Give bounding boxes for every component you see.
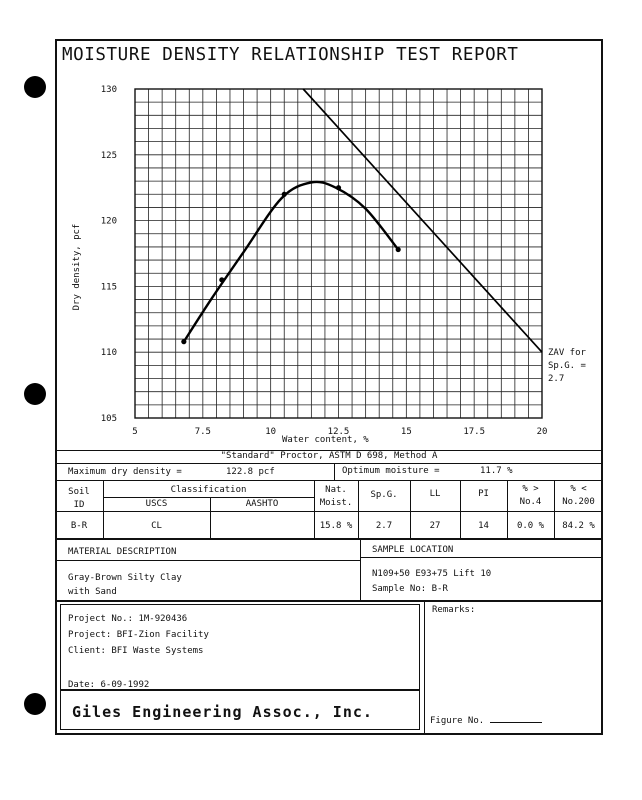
row-pi: 14 [478, 521, 489, 531]
col-uscs: USCS [145, 499, 168, 509]
row-nat-moist: 15.8 % [319, 521, 353, 531]
row-spg: 2.7 [375, 521, 393, 531]
data-point [219, 277, 224, 282]
row-ll: 27 [429, 521, 441, 531]
sample-number: Sample No: B-R [372, 584, 448, 594]
col-aashto: AASHTO [245, 499, 279, 509]
col-soil-id-line2: ID [73, 500, 85, 510]
project-number: Project No.: 1M-920436 [68, 614, 188, 624]
data-point [282, 192, 287, 197]
binder-hole-middle [24, 383, 46, 405]
col-ll: LL [429, 489, 441, 499]
project-name: Project: BFI-Zion Facility [68, 630, 209, 640]
divider [55, 538, 603, 540]
y-tick-label: 105 [100, 414, 117, 424]
x-tick-label: 12.5 [327, 427, 350, 437]
divider [55, 560, 360, 561]
binder-hole-bottom [24, 693, 46, 715]
x-tick-label: 5 [132, 427, 138, 437]
row-no200: 84.2 % [562, 521, 595, 531]
max-dry-density-value: 122.8 pcf [226, 467, 275, 477]
zav-annotation-line-2: Sp.G. = [548, 361, 586, 371]
moisture-density-chart [55, 70, 603, 450]
data-point [181, 339, 186, 344]
zav-annotation-line-3: 2.7 [548, 374, 565, 384]
col-no200-line1: % < [570, 484, 587, 494]
report-title: MOISTURE DENSITY RELATIONSHIP TEST REPORT [62, 45, 519, 65]
col-classification: Classification [170, 485, 247, 495]
divider [55, 463, 603, 464]
col-soil-id-line1: Soil [68, 487, 90, 497]
figure-number-label: Figure No. [430, 716, 485, 726]
x-tick-label: 15 [400, 427, 412, 437]
data-point [396, 247, 401, 252]
y-tick-label: 115 [100, 282, 117, 293]
x-axis-label: Water content, % [282, 435, 369, 445]
col-no4-line2: No.4 [519, 497, 542, 507]
row-soil-id: B-R [70, 521, 88, 531]
x-tick-label: 10 [265, 427, 277, 437]
col-no4-line1: % > [522, 484, 539, 494]
divider [360, 538, 361, 600]
y-tick-label: 125 [100, 150, 117, 161]
divider [424, 600, 425, 735]
test-method: "Standard" Proctor, ASTM D 698, Method A [220, 451, 438, 461]
divider [55, 511, 603, 512]
max-dry-density-label: Maximum dry density = [68, 467, 182, 477]
company-name: Giles Engineering Assoc., Inc. [72, 703, 373, 721]
report-date: Date: 6-09-1992 [68, 680, 150, 690]
y-axis-label: Dry density, pcf [72, 223, 82, 311]
col-pi: PI [478, 489, 489, 499]
col-no200-line2: No.200 [562, 497, 595, 507]
divider [55, 480, 603, 481]
sample-location-line1: N109+50 E93+75 Lift 10 [372, 569, 492, 579]
compaction-curve [184, 182, 398, 342]
y-tick-label: 110 [100, 348, 117, 359]
material-description-header: MATERIAL DESCRIPTION [68, 547, 177, 557]
binder-hole-top [24, 76, 46, 98]
zav-annotation-line-1: ZAV for [548, 348, 586, 358]
optimum-moisture-label: Optimum moisture = [342, 466, 440, 476]
divider [334, 463, 335, 480]
sample-location-header: SAMPLE LOCATION [372, 545, 454, 555]
chart-ticks [101, 85, 548, 437]
divider [103, 497, 314, 498]
row-no4: 0.0 % [516, 521, 545, 531]
optimum-moisture-value: 11.7 % [480, 466, 513, 476]
col-spg: Sp.G. [370, 490, 398, 500]
chart-grid [135, 89, 542, 418]
client-name: Client: BFI Waste Systems [68, 646, 204, 656]
remarks-label: Remarks: [432, 605, 476, 615]
x-tick-label: 20 [536, 427, 548, 437]
material-description-line1: Gray-Brown Silty Clay [68, 573, 182, 583]
material-description-line2: with Sand [68, 587, 117, 597]
x-tick-label: 7.5 [194, 427, 211, 437]
divider [360, 557, 603, 558]
col-nat-moist-line1: Nat. [325, 485, 347, 495]
divider [55, 600, 603, 602]
y-tick-label: 130 [100, 85, 117, 95]
y-tick-label: 120 [100, 216, 117, 227]
col-nat-moist-line2: Moist. [319, 498, 353, 508]
figure-number-line [490, 722, 542, 723]
row-uscs: CL [151, 521, 162, 531]
data-point [336, 185, 341, 190]
x-tick-label: 17.5 [463, 427, 486, 437]
